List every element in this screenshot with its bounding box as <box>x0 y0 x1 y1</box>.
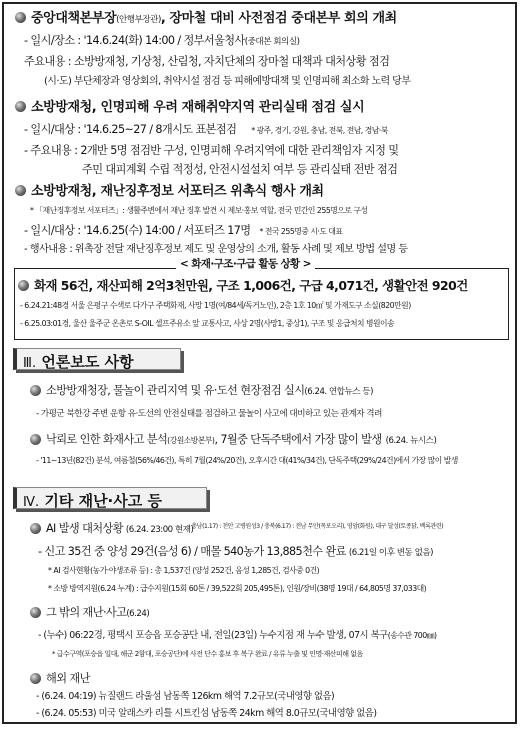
other-line-1-small: (송수관 700㎜) <box>387 631 437 640</box>
ai-line-1 <box>38 546 433 558</box>
s2-date-small: * 광주, 경기, 강원, 충남, 전북, 전남, 경남·북 <box>251 126 388 135</box>
s2-date: - 일시/대상 : '14.6.25~27 / 8개시도 표본점검 * 광주, 경기, 강원, 충남, 전북, 전남, 경남·북 <box>24 123 388 136</box>
s3-content-text: 행사내용 : 위촉장 전달 재난징후정보 제도 및 운영상의 소개, 활동 사례 및 제보 방법 설명 등 <box>29 244 408 255</box>
s1-content-2: (시·도) 부단체장과 영상회의, 취약시설 점검 등 피해예방대책 및 인명피해 최소화 노력 당부 <box>44 76 411 87</box>
news-item-2-small: (강원소방본부) <box>167 436 215 445</box>
s3-title-text: 소방방재청, 재난징후정보 서포터즈 위촉식 행사 개최 <box>31 184 324 199</box>
overseas-title-text: 해외 재난 <box>46 672 90 685</box>
bullet-icon <box>30 523 41 534</box>
news-item-1-sub: - 가평군 북한강 주변 운항 유·도선의 안전실태를 점검하고 물놀이 사고에 대비하고 있는 관계자 격려 <box>36 409 382 419</box>
s1-title-rest: , 장마철 대비 사전점검 중대본부 회의 개최 <box>160 11 397 26</box>
s2-title <box>15 101 364 114</box>
overseas-line-2: - (6.24. 05:53) 미국 알래스카 리틀 시트킨섬 남동쪽 24km 해역 8.0규모(국내영향 없음) <box>36 708 377 719</box>
other-line-1-text: - (누수) 06:22경, 평택시 포승읍 포승공단 내, 전일(23일) 누수지점 재 누수 발생, 07시 복구 <box>38 630 388 641</box>
ai-line-1-text: - 신고 35건 중 양성 29건(음성 6) / 매몰 540농가 13,885천수 완료 <box>38 545 346 558</box>
overseas-line-1: - (6.24. 04:19) 뉴질랜드 라울섬 남동쪽 126km 해역 7.2규모(국내영향 없음) <box>36 691 335 702</box>
s1-content: 주요내용 : 소방방재청, 기상청, 산림청, 자치단체의 장마철 대책과 대처상황 점검 <box>24 55 390 68</box>
news-item-2 <box>30 434 436 446</box>
s2-content-1: - 주요내용 : 2개반 5명 점검반 구성, 인명피해 우려지역에 대한 관리책임자 지정 및 <box>24 144 399 157</box>
bullet-icon <box>30 607 41 618</box>
section-4-header <box>13 487 207 509</box>
s1-title-small: (안행부장관) <box>116 15 161 25</box>
s3-date-small: * 전국 255명중 시·도 대표 <box>259 227 343 236</box>
s3-date: - 일시/대상 : '14.6.25(수) 14:00 / 서포터즈 17명 * 전국 255명중 시·도 대표 <box>24 224 343 237</box>
bullet-icon <box>30 385 41 396</box>
s3-title <box>15 185 324 198</box>
activity-summary <box>18 280 468 292</box>
bullet-icon <box>15 101 26 112</box>
section-3-title: 언론보도 사항 <box>41 353 134 371</box>
other-title <box>30 607 149 619</box>
section-4-number: Ⅳ. <box>23 495 40 510</box>
section-3-number: Ⅲ. <box>23 356 37 371</box>
s1-title-main: 중앙대책본부장 <box>31 11 117 26</box>
s2-title-text: 소방방재청, 인명피해 우려 재해취약지역 관리실태 점검 실시 <box>31 100 365 115</box>
overseas-title <box>30 673 90 685</box>
bullet-icon <box>30 434 41 445</box>
s1-date-text: 일시/장소 : '14.6.24(화) 14:00 / 정부서울청사 <box>30 34 245 47</box>
bullet-icon <box>15 185 26 196</box>
s3-note: * 「재난징후정보 서포터즈」: 생활주변에서 재난 징후 발견 시 제보·홍보 역할, 전국 민간인 255명으로 구성 <box>30 206 368 215</box>
ai-detail: - 충남(1.17) : 천안 고병원성3 / 충북(6.17) : 전남 무안(목포오리), 영암(화원), 대구 달성(토종닭, 백록관련) <box>188 523 444 530</box>
news-item-1-source: (6.24. 연합뉴스 등) <box>304 387 373 397</box>
other-line-2: * 급수구역(포승읍 일대, 해군 2함대, 포승공단)에 사전 단수 홍보 후 복구 완료 / 유류 누출 및 인명·재산피해 없음 <box>52 650 363 658</box>
news-item-1-title: 소방방재청장, 물놀이 관리지역 및 유·도선 현장점검 실시 <box>46 384 305 397</box>
s3-content: - 행사내용 : 위촉장 전달 재난징후정보 제도 및 운영상의 소개, 활동 사례 및 제보 방법 설명 등 <box>24 244 408 255</box>
news-item-2-rest: , 7월중 단독주택에서 가장 많이 발생 <box>214 433 382 446</box>
other-title-text: 그 밖의 재난·사고 <box>46 606 127 619</box>
s1-date-small: (중대본 회의실) <box>244 37 300 47</box>
other-line-1 <box>38 631 437 640</box>
ai-line-3: * 소방 방역지원(6.24 누계) : 급수지원(15회 60톤 / 39,522회 205,495톤), 인원/장비(38명 19대 / 64,805명 37,033대) <box>48 584 427 593</box>
bullet-icon <box>15 12 26 23</box>
ai-title-text: AI 발생 대처상황 <box>46 522 123 535</box>
activity-line-1: - 6.24.21:48경 서울 은평구 수색로 다가구 주택화재, 사망 1명(여/84세/독거노인), 2층 1호 10㎡ 및 가재도구 소실(820만원) <box>20 301 411 310</box>
ai-title <box>30 523 193 535</box>
ai-line-1-small: (6.21일 이후 변동 없음) <box>348 548 434 558</box>
s1-date: - 일시/장소 : '14.6.24(화) 14:00 / 정부서울청사(중대본 회의실) <box>24 34 300 47</box>
bullet-icon <box>18 280 29 291</box>
section-4-title: 기타 재난·사고 등 <box>44 492 162 510</box>
s2-content-1-text: 주요내용 : 2개반 5명 점검반 구성, 인명피해 우려지역에 대한 관리책임자 지정 및 <box>30 144 399 157</box>
other-date: (6.24) <box>126 609 150 619</box>
ai-line-2: * AI 검사현황(농가·야생조류 등) : 총 1,537건 (양성 252건, 음성 1,285건, 검사중 0건) <box>48 566 320 575</box>
activity-header: < 화재·구조·구급 활동 상황 > <box>176 259 315 270</box>
s2-date-text: 일시/대상 : '14.6.25~27 / 8개시도 표본점검 <box>30 123 237 136</box>
s1-title <box>15 12 397 25</box>
news-item-2-source: (6.24. 뉴시스) <box>385 436 437 446</box>
news-item-2-title: 낙뢰로 인한 화재사고 분석 <box>46 433 168 446</box>
news-item-2-sub: - '11~13년(82건) 분석, 여름철(56%/46건), 특히 7월(24%/20건), 오후시간 대(41%/34건), 단독주택(29%/24건)에서 가장 많이 발생 <box>36 456 458 465</box>
s3-date-text: 일시/대상 : '14.6.25(수) 14:00 / 서포터즈 17명 <box>30 224 251 237</box>
ai-time: (6.24. 23:00 현재) <box>125 525 194 535</box>
bullet-icon <box>30 673 41 684</box>
news-item-1 <box>30 385 373 397</box>
activity-summary-text: 화재 56건, 재산피해 2억3천만원, 구조 1,006건, 구급 4,071건, 생활안전 920건 <box>34 278 468 293</box>
section-3-header <box>13 348 181 370</box>
activity-line-2: - 6.25.03:01경, 울산 울주군 온촌로 S-OIL 셀프주유소 앞 교통사고, 사상 2명(사망1, 중상1), 구조 및 응급처치 병원이송 <box>20 319 395 328</box>
s2-content-2: 주민 대피계획 수립 적정성, 안전시설설치 여부 등 관리실태 전반 점검 <box>82 163 398 176</box>
